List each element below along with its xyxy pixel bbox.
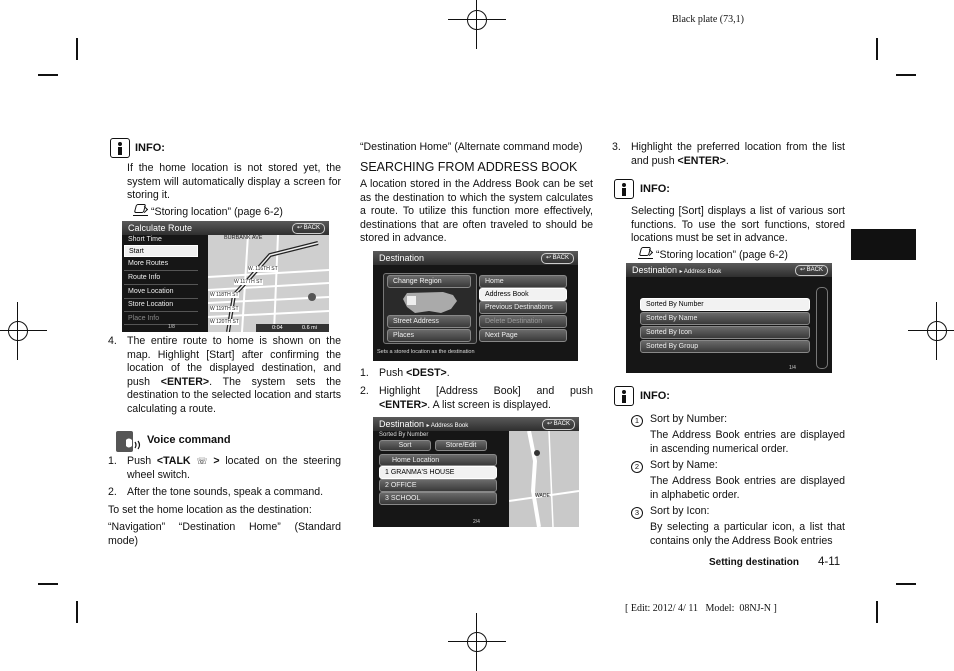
back-button[interactable] (542, 419, 575, 430)
back-arrow-icon: ↩ (799, 267, 805, 273)
voice-command-icon (114, 430, 142, 454)
edit-info: [ Edit: 2012/ 4/ 11 Model: 08NJ-N ] (625, 603, 777, 614)
street-label: BURBANK AVE (224, 235, 263, 241)
info-label: INFO: (640, 390, 670, 402)
step-1-text: Push <DEST>. (379, 367, 450, 379)
numbered-item-1-title: Sort by Number: (650, 413, 728, 425)
crop-mark-tr-h (896, 74, 916, 76)
change-region-button[interactable]: Change Region (387, 275, 471, 288)
crop-mark-tr-v (876, 38, 878, 60)
map-roads (509, 431, 579, 527)
page-indicator: 1/8 (168, 324, 175, 330)
voice-para: To set the home location as the destination: (108, 504, 312, 516)
scroll-knob[interactable] (816, 287, 828, 369)
list-item-home-location[interactable]: Home Location (379, 454, 497, 466)
street-label: W 117TH ST (234, 279, 263, 285)
voice-step-2-text: After the tone sounds, speak a command. (127, 486, 324, 498)
back-label: BACK (552, 255, 569, 261)
step-2-text: Highlight [Address Book] and push <ENTER>. A list screen is displayed. (379, 385, 593, 411)
list-item-office[interactable]: 2 OFFICE (379, 479, 497, 492)
page-reference (638, 247, 838, 263)
route-summary-bar (256, 324, 329, 332)
next-page-button[interactable]: Next Page (479, 329, 567, 342)
sort-button[interactable]: Sort (379, 440, 431, 451)
calculate-route-screen (122, 221, 329, 332)
street-label: W. 116TH ST (248, 266, 278, 272)
info-icon (110, 138, 130, 158)
back-button[interactable] (292, 223, 325, 234)
voice-step-1-number: 1. (108, 455, 117, 467)
numbered-item-1: 1 (631, 414, 643, 428)
screen-title: Destination (373, 251, 578, 265)
menu-item-short-time[interactable]: Short Time (124, 234, 198, 246)
enter-key: <ENTER> (160, 375, 210, 388)
back-button[interactable] (795, 265, 828, 276)
numbered-item-2: 2 (631, 460, 643, 474)
crop-mark-bl-v (76, 601, 78, 623)
step-4-text: The entire route to home is shown on the map. Highlight [Start] after confirming the location of the displayed destination, and push <ENTER>. The system sets the destination to the selected location and starts calculating a route. (127, 335, 341, 415)
menu-item-more-routes[interactable]: More Routes (124, 258, 198, 271)
back-arrow-icon: ↩ (296, 225, 302, 231)
screen-title: Calculate Route (122, 221, 329, 235)
registration-mark-bottom (448, 613, 506, 671)
page-reference (133, 204, 333, 220)
street-label: WADE (535, 493, 550, 499)
footer-page-number: 4-11 (818, 556, 841, 568)
crop-mark-br-v (876, 601, 878, 623)
step-1-number: 1. (360, 367, 369, 379)
route-map[interactable] (208, 235, 329, 332)
info-text: If the home location is not stored yet, the system will automatically display a screen for storing it. (127, 162, 341, 202)
distance-readout: 0.6 mi (302, 325, 317, 331)
list-item-granmas-house[interactable]: 1 GRANMA'S HOUSE (379, 466, 497, 479)
numbered-item-2-title: Sort by Name: (650, 459, 718, 471)
enter-key: <ENTER> (379, 398, 428, 411)
address-book-screen (373, 417, 579, 527)
delete-destination-button[interactable]: Delete Destination (479, 315, 567, 328)
preview-map[interactable] (509, 431, 579, 527)
info-label: INFO: (640, 183, 670, 195)
places-button[interactable]: Places (387, 329, 471, 342)
sort-screen (626, 263, 832, 373)
numbered-item-2-text: The Address Book entries are displayed in alphabetic order. (650, 475, 845, 501)
reference-icon (638, 247, 653, 259)
menu-item-start[interactable]: Start (124, 245, 198, 257)
step-4-number: 4. (108, 335, 117, 347)
numbered-item-3-title: Sort by Icon: (650, 505, 710, 517)
voice-step-2-number: 2. (108, 486, 117, 498)
menu-item-store-location[interactable]: Store Location (124, 299, 198, 312)
chapter-thumb-tab (851, 229, 916, 260)
alternate-command-phrase: “Destination Home” (Alternate command mode) (360, 141, 583, 153)
reference-icon (133, 204, 148, 216)
menu-item-route-info[interactable]: Route Info (124, 272, 198, 285)
street-label: W 120TH ST (210, 319, 239, 325)
sort-by-group-item[interactable]: Sorted By Group (640, 340, 810, 353)
sort-by-icon-item[interactable]: Sorted By Icon (640, 326, 810, 339)
section-heading: SEARCHING FROM ADDRESS BOOK (360, 160, 578, 174)
voice-command-label: Voice command (147, 434, 231, 446)
us-map-icon (399, 289, 461, 317)
step-2-number: 2. (360, 385, 369, 397)
crop-mark-tl-h (38, 74, 58, 76)
plate-label: Black plate (73,1) (672, 14, 744, 25)
screen-title: Destination ▸ Address Book (373, 417, 579, 431)
voice-step-1-text: Push <TALK ☏ > located on the steering wheel switch. (127, 455, 341, 481)
enter-key: <ENTER> (677, 154, 726, 167)
crop-mark-bl-h (38, 583, 58, 585)
sort-by-name-item[interactable]: Sorted By Name (640, 312, 810, 325)
back-arrow-icon: ↩ (545, 255, 551, 261)
info-icon (614, 179, 634, 199)
talk-icon: ☏ (196, 456, 208, 466)
time-readout: 0:04 (272, 325, 283, 331)
section-para: A location stored in the Address Book can be set as the destination to which the system calculates a route. To utilize this function more effectively, destinations that are often traveled to should be stored in advance. (360, 178, 593, 245)
back-label: BACK (806, 267, 823, 273)
street-label: W 119TH ST (210, 306, 239, 312)
page-indicator: 1/4 (789, 365, 796, 371)
step-3-number: 3. (612, 141, 621, 153)
numbered-item-1-text: The Address Book entries are displayed in ascending numerical order. (650, 429, 845, 455)
store-edit-button[interactable]: Store/Edit (435, 440, 487, 451)
info-icon (614, 386, 634, 406)
address-book-button[interactable]: Address Book (479, 288, 567, 301)
step-3-text: Highlight the preferred location from the list and push <ENTER>. (631, 141, 845, 167)
registration-mark-left (0, 302, 47, 360)
status-line: Sets a stored location as the destination (377, 349, 475, 355)
menu-item-move-location[interactable]: Move Location (124, 286, 198, 299)
sorted-by-label: Sorted By Number (379, 432, 429, 438)
reference-text: “Storing location” (page 6-2) (656, 249, 788, 261)
map-roads (208, 235, 329, 332)
crop-mark-tl-v (76, 38, 78, 60)
back-label: BACK (553, 421, 570, 427)
dest-key: <DEST> (406, 367, 447, 379)
registration-mark-top (448, 0, 506, 49)
footer-section-title: Setting destination (709, 557, 799, 568)
info-text: Selecting [Sort] displays a list of various sort functions. To use the sort functions, stored locations must be set in advance. (631, 205, 845, 245)
reference-text: “Storing location” (page 6-2) (151, 206, 283, 218)
back-arrow-icon: ↩ (546, 421, 552, 427)
back-button[interactable] (541, 253, 574, 264)
street-label: W 118TH ST (210, 292, 239, 298)
voice-command-phrase: “Navigation” “Destination Home” (Standard mode) (108, 521, 341, 547)
home-button[interactable]: Home (479, 275, 567, 288)
screen-title: Destination ▸ Address Book (626, 263, 832, 277)
registration-mark-right (908, 302, 954, 360)
street-address-button[interactable]: Street Address (387, 315, 471, 328)
menu-item-place-info[interactable]: Place Info (124, 313, 198, 325)
crop-mark-br-h (896, 583, 916, 585)
list-item-school[interactable]: 3 SCHOOL (379, 492, 497, 505)
previous-destinations-button[interactable]: Previous Destinations (479, 301, 567, 314)
destination-screen (373, 251, 578, 361)
numbered-item-3-text: By selecting a particular icon, a list that contains only the Address Book entries (650, 521, 845, 547)
info-label: INFO: (135, 142, 165, 154)
sort-by-number-item[interactable]: Sorted By Number (640, 298, 810, 311)
page-indicator: 2/4 (473, 519, 480, 525)
back-label: BACK (303, 225, 320, 231)
numbered-item-3: 3 (631, 506, 643, 520)
